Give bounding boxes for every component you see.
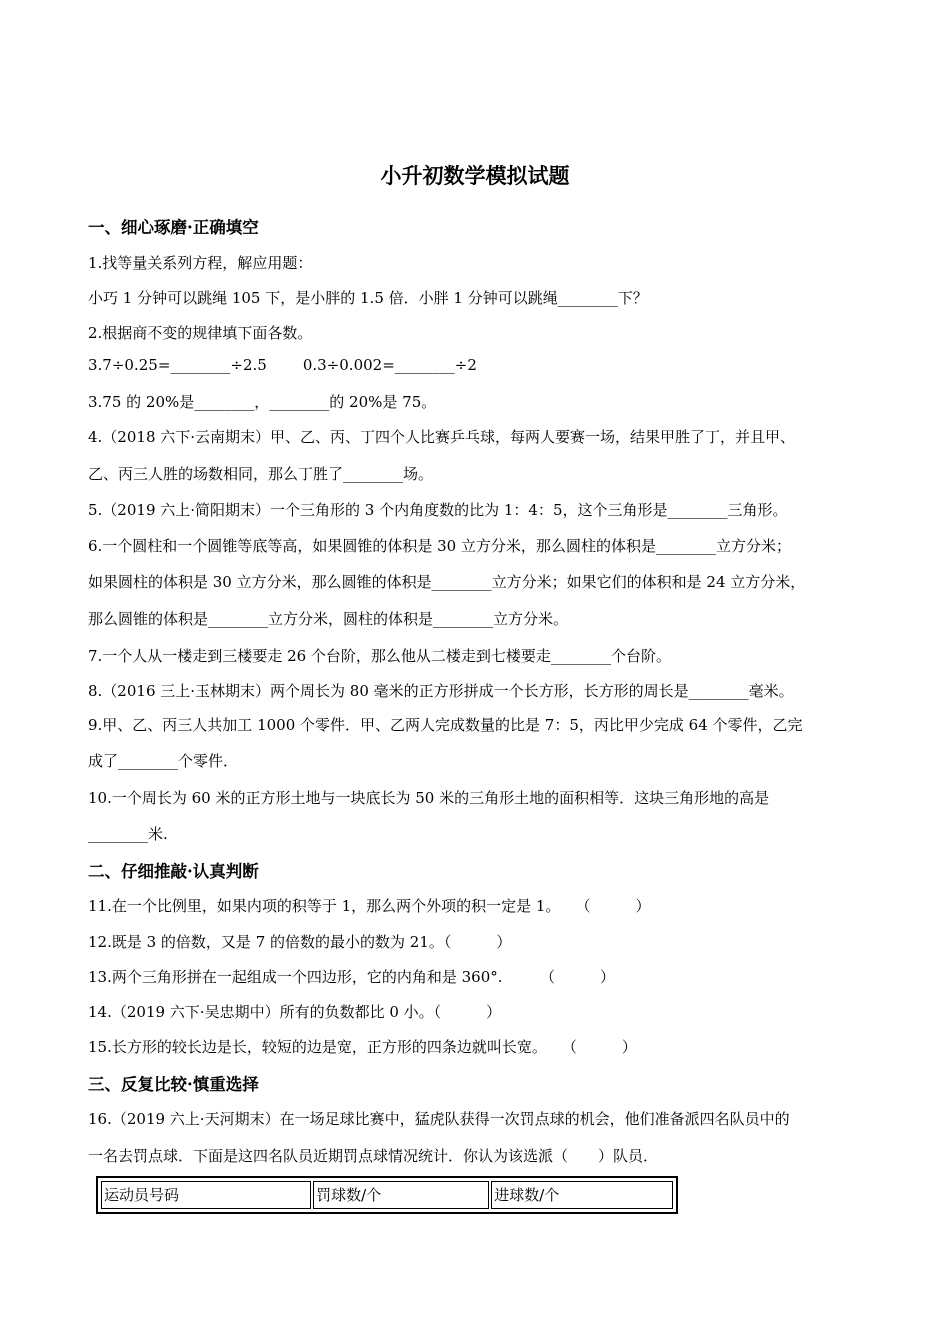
- page-title: 小升初数学模拟试题: [380, 163, 570, 188]
- question-line: 成了________个零件．: [88, 752, 239, 770]
- question-line: 一名去罚点球．下面是这四名队员近期罚点球情况统计．你认为该选派（ ）队员．: [88, 1147, 659, 1165]
- question-line: 16.（2019 六上·天河期末）在一场足球比赛中，猛虎队获得一次罚点球的机会，他们准备派四名队员中的: [88, 1110, 790, 1128]
- question-line: 3.75 的 20%是________，________的 20%是 75。: [88, 393, 437, 411]
- table-header-cell: 进球数/个: [491, 1181, 673, 1209]
- table-header-row: [101, 1181, 673, 1209]
- section-heading-true-false: 二、仔细推敲·认真判断: [88, 862, 259, 881]
- question-line: 13.两个三角形拼在一起组成一个四边形，它的内角和是 360°. （ ）: [88, 968, 616, 986]
- question-part: 3.7÷0.25=________÷2.5: [88, 356, 267, 374]
- question-line: 14.（2019 六下·吴忠期中）所有的负数都比 0 小。（ ）: [88, 1003, 502, 1021]
- question-line: 小巧 1 分钟可以跳绳 105 下，是小胖的 1.5 倍．小胖 1 分钟可以跳绳________下？: [88, 289, 648, 307]
- question-line: [88, 356, 477, 374]
- table-header-cell: 运动员号码: [101, 1181, 311, 1209]
- question-line: 15.长方形的较长边是长，较短的边是宽，正方形的四条边就叫长宽。 （ ）: [88, 1038, 637, 1056]
- question-line: 5.（2019 六上·简阳期末）一个三角形的 3 个内角度数的比为 1：4：5，这个三角形是________三角形。: [88, 501, 788, 519]
- question-line: 11.在一个比例里，如果内项的积等于 1，那么两个外项的积一定是 1。 （ ）: [88, 897, 651, 915]
- question-line: 10.一个周长为 60 米的正方形土地与一块底长为 50 米的三角形土地的面积相等．这块三角形地的高是: [88, 789, 770, 807]
- question-line: 12.既是 3 的倍数，又是 7 的倍数的最小的数为 21。（ ）: [88, 933, 512, 951]
- question-line: 6.一个圆柱和一个圆锥等底等高，如果圆锥的体积是 30 立方分米，那么圆柱的体积是________立方分米；: [88, 537, 791, 555]
- table-header-cell: 罚球数/个: [313, 1181, 489, 1209]
- question-line: ________米.: [88, 825, 168, 843]
- penalty-stats-table: [96, 1176, 678, 1214]
- question-line: 7.一个人从一楼走到三楼要走 26 个台阶，那么他从二楼走到七楼要走________个台阶。: [88, 647, 671, 665]
- question-line: 那么圆锥的体积是________立方分米，圆柱的体积是________立方分米。: [88, 610, 569, 628]
- question-line: 乙、丙三人胜的场数相同，那么丁胜了________场。: [88, 465, 434, 483]
- question-part: 0.3÷0.002=________÷2: [302, 356, 477, 374]
- question-line: 如果圆柱的体积是 30 立方分米，那么圆锥的体积是________立方分米；如果它们的体积和是 24 立方分米，: [88, 573, 806, 591]
- question-line: 1.找等量关系列方程，解应用题：: [88, 254, 313, 272]
- question-line: 8.（2016 三上·玉林期末）两个周长为 80 毫米的正方形拼成一个长方形，长方形的周长是________毫米。: [88, 682, 794, 700]
- section-heading-multiple-choice: 三、反复比较·慎重选择: [88, 1075, 259, 1094]
- question-line: 4.（2018 六下·云南期末）甲、乙、丙、丁四个人比赛乒乓球，每两人要赛一场，结果甲胜了丁，并且甲、: [88, 428, 796, 446]
- question-line: 9.甲、乙、丙三人共加工 1000 个零件．甲、乙两人完成数量的比是 7：5，丙比甲少完成 64 个零件，乙完: [88, 716, 803, 734]
- question-line: 2.根据商不变的规律填下面各数。: [88, 324, 313, 342]
- section-heading-fill-in: 一、细心琢磨·正确填空: [88, 218, 259, 237]
